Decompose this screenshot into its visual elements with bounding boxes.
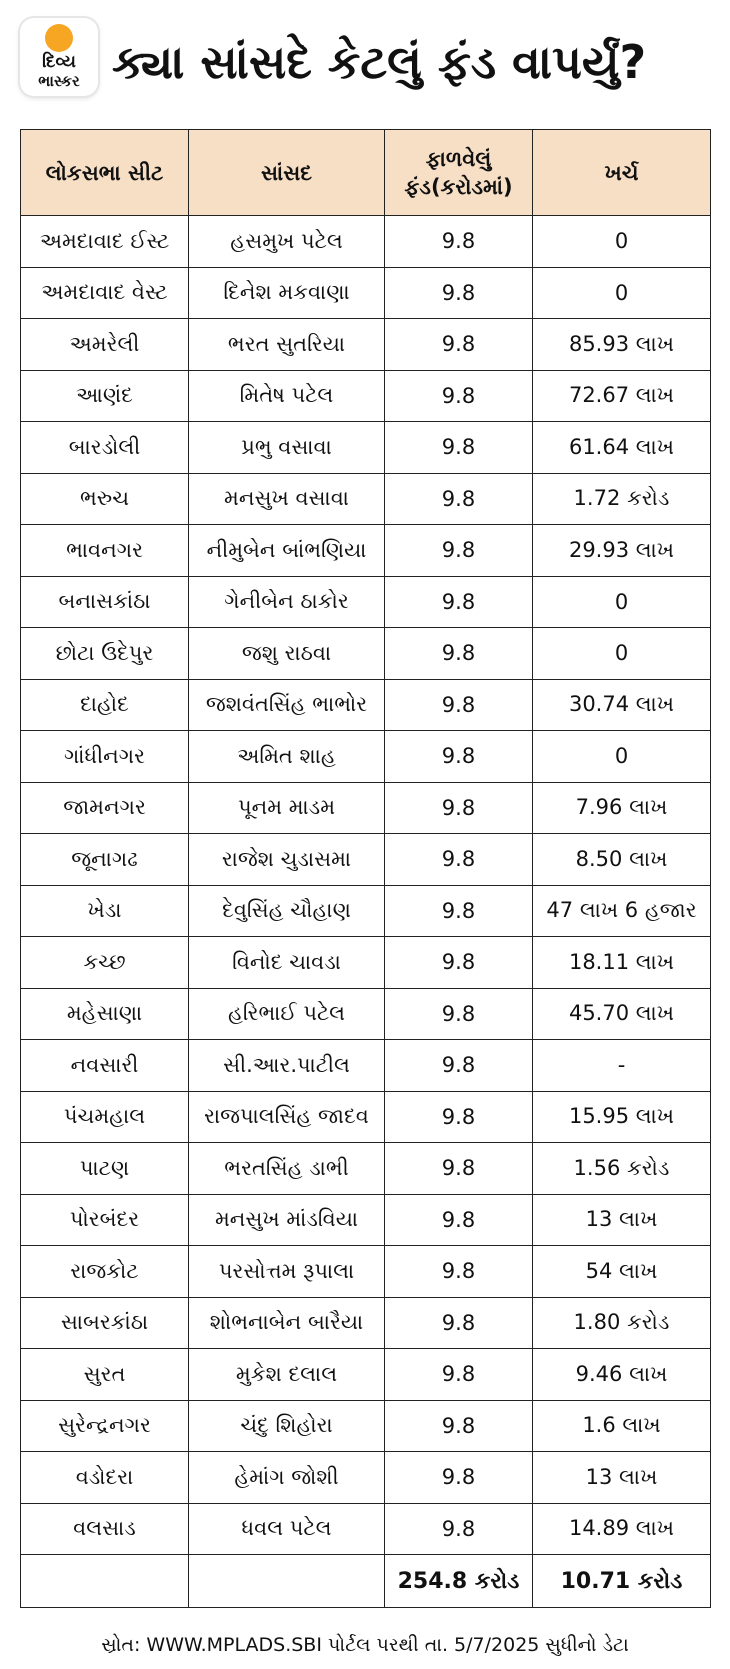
table-row <box>21 1194 711 1246</box>
table-row <box>21 1297 711 1349</box>
total-row <box>21 1555 711 1608</box>
table-row <box>21 370 711 422</box>
cell-fund: 9.8 <box>385 1400 533 1452</box>
cell-fund: 9.8 <box>385 1091 533 1143</box>
cell-spent: 45.70 લાખ <box>533 988 711 1040</box>
table-row <box>21 576 711 628</box>
cell-fund: 9.8 <box>385 834 533 886</box>
cell-fund: 9.8 <box>385 1040 533 1092</box>
cell-spent: 0 <box>533 216 711 268</box>
table-row <box>21 731 711 783</box>
cell-seat: અમરેલી <box>21 319 189 371</box>
cell-spent: - <box>533 1040 711 1092</box>
table-row <box>21 782 711 834</box>
table-row <box>21 473 711 525</box>
cell-mp: શોભનાબેન બારૈયા <box>189 1297 385 1349</box>
cell-spent: 54 લાખ <box>533 1246 711 1298</box>
cell-seat: રાજકોટ <box>21 1246 189 1298</box>
cell-seat: મહેસાણા <box>21 988 189 1040</box>
cell-fund: 9.8 <box>385 1246 533 1298</box>
cell-seat: છોટા ઉદેપુર <box>21 628 189 680</box>
cell-mp: સી.આર.પાટીલ <box>189 1040 385 1092</box>
header-spent: ખર્ચ <box>533 130 711 216</box>
cell-fund: 9.8 <box>385 525 533 577</box>
page-title: ક્યા સાંસદે કેટલું ફંડ વાપર્યું? <box>112 35 647 89</box>
cell-mp: હરિભાઈ પટેલ <box>189 988 385 1040</box>
cell-mp: રાજપાલસિંહ જાદવ <box>189 1091 385 1143</box>
cell-fund: 9.8 <box>385 988 533 1040</box>
cell-spent: 0 <box>533 576 711 628</box>
cell-fund: 9.8 <box>385 216 533 268</box>
cell-spent: 72.67 લાખ <box>533 370 711 422</box>
cell-seat: જામનગર <box>21 782 189 834</box>
table-row <box>21 834 711 886</box>
cell-fund: 9.8 <box>385 937 533 989</box>
table-row <box>21 628 711 680</box>
cell-spent: 1.56 કરોડ <box>533 1143 711 1195</box>
table-row <box>21 1040 711 1092</box>
cell-spent: 0 <box>533 731 711 783</box>
table-row <box>21 267 711 319</box>
cell-seat: પાટણ <box>21 1143 189 1195</box>
cell-fund: 9.8 <box>385 370 533 422</box>
cell-spent: 8.50 લાખ <box>533 834 711 886</box>
table-row <box>21 937 711 989</box>
header-fund: ફાળવેલું ફંડ(કરોડમાં) <box>385 130 533 216</box>
cell-seat: વડોદરા <box>21 1452 189 1504</box>
cell-mp: મનસુખ વસાવા <box>189 473 385 525</box>
table-row <box>21 988 711 1040</box>
table-row <box>21 319 711 371</box>
table-row <box>21 679 711 731</box>
cell-spent: 29.93 લાખ <box>533 525 711 577</box>
cell-fund: 9.8 <box>385 679 533 731</box>
cell-seat: નવસારી <box>21 1040 189 1092</box>
cell-seat: બનાસકાંઠા <box>21 576 189 628</box>
total-fund: 254.8 કરોડ <box>385 1555 533 1608</box>
cell-mp: ગેનીબેન ઠાકોર <box>189 576 385 628</box>
cell-mp: વિનોદ ચાવડા <box>189 937 385 989</box>
table-header-row <box>21 130 711 216</box>
cell-seat: પંચમહાલ <box>21 1091 189 1143</box>
cell-fund: 9.8 <box>385 1143 533 1195</box>
cell-mp: રાજેશ ચુડાસમા <box>189 834 385 886</box>
logo-line1: દિવ્ય <box>42 52 76 72</box>
cell-seat: સુરેન્દ્રનગર <box>21 1400 189 1452</box>
cell-fund: 9.8 <box>385 1503 533 1555</box>
total-seat <box>21 1555 189 1608</box>
logo-line2: ભાસ્કર <box>38 72 80 90</box>
cell-fund: 9.8 <box>385 1349 533 1401</box>
cell-fund: 9.8 <box>385 267 533 319</box>
cell-seat: જૂનાગઢ <box>21 834 189 886</box>
cell-mp: ભરતસિંહ ડાભી <box>189 1143 385 1195</box>
cell-seat: સાબરકાંઠા <box>21 1297 189 1349</box>
cell-mp: હેમાંગ જોશી <box>189 1452 385 1504</box>
cell-spent: 1.6 લાખ <box>533 1400 711 1452</box>
cell-mp: ચંદુ શિહોરા <box>189 1400 385 1452</box>
cell-spent: 14.89 લાખ <box>533 1503 711 1555</box>
table-row <box>21 1400 711 1452</box>
sun-icon <box>45 24 73 52</box>
cell-fund: 9.8 <box>385 473 533 525</box>
total-mp <box>189 1555 385 1608</box>
cell-seat: કચ્છ <box>21 937 189 989</box>
cell-seat: વલસાડ <box>21 1503 189 1555</box>
table-row <box>21 1143 711 1195</box>
cell-mp: ભરત સુતરિયા <box>189 319 385 371</box>
mp-fund-table <box>20 129 711 1608</box>
cell-fund: 9.8 <box>385 1194 533 1246</box>
header <box>0 0 730 128</box>
cell-spent: 85.93 લાખ <box>533 319 711 371</box>
table-row <box>21 885 711 937</box>
cell-seat: અમદાવાદ વેસ્ટ <box>21 267 189 319</box>
cell-spent: 13 લાખ <box>533 1194 711 1246</box>
cell-seat: આણંદ <box>21 370 189 422</box>
source-footer: સ્રોત: WWW.MPLADS.SBI પોર્ટલ પરથી તા. 5/7/2025 સુધીનો ડેટા <box>101 1634 629 1656</box>
cell-mp: જશુ રાઠવા <box>189 628 385 680</box>
cell-fund: 9.8 <box>385 319 533 371</box>
table-row <box>21 1091 711 1143</box>
cell-spent: 7.96 લાખ <box>533 782 711 834</box>
table-row <box>21 1452 711 1504</box>
cell-spent: 1.80 કરોડ <box>533 1297 711 1349</box>
cell-spent: 0 <box>533 628 711 680</box>
cell-mp: મનસુખ માંડવિયા <box>189 1194 385 1246</box>
cell-fund: 9.8 <box>385 1452 533 1504</box>
cell-mp: નીમુબેન બાંભણિયા <box>189 525 385 577</box>
cell-spent: 13 લાખ <box>533 1452 711 1504</box>
table-row <box>21 1246 711 1298</box>
cell-mp: મુકેશ દલાલ <box>189 1349 385 1401</box>
cell-seat: ખેડા <box>21 885 189 937</box>
table-row <box>21 422 711 474</box>
cell-spent: 30.74 લાખ <box>533 679 711 731</box>
cell-fund: 9.8 <box>385 576 533 628</box>
cell-mp: પૂનમ માડમ <box>189 782 385 834</box>
cell-mp: દિનેશ મકવાણા <box>189 267 385 319</box>
cell-fund: 9.8 <box>385 422 533 474</box>
cell-fund: 9.8 <box>385 1297 533 1349</box>
cell-spent: 61.64 લાખ <box>533 422 711 474</box>
table-row <box>21 1349 711 1401</box>
cell-mp: અમિત શાહ <box>189 731 385 783</box>
table-row <box>21 525 711 577</box>
cell-seat: બારડોલી <box>21 422 189 474</box>
cell-mp: પ્રભુ વસાવા <box>189 422 385 474</box>
cell-mp: મિતેષ પટેલ <box>189 370 385 422</box>
cell-mp: હસમુખ પટેલ <box>189 216 385 268</box>
cell-fund: 9.8 <box>385 782 533 834</box>
cell-seat: ભાવનગર <box>21 525 189 577</box>
table-row <box>21 216 711 268</box>
header-mp: સાંસદ <box>189 130 385 216</box>
cell-fund: 9.8 <box>385 731 533 783</box>
cell-spent: 18.11 લાખ <box>533 937 711 989</box>
cell-fund: 9.8 <box>385 885 533 937</box>
cell-spent: 47 લાખ 6 હજાર <box>533 885 711 937</box>
cell-spent: 9.46 લાખ <box>533 1349 711 1401</box>
cell-fund: 9.8 <box>385 628 533 680</box>
divya-bhaskar-logo <box>20 18 98 96</box>
cell-mp: પરસોત્તમ રૂપાલા <box>189 1246 385 1298</box>
cell-seat: ગાંધીનગર <box>21 731 189 783</box>
cell-seat: પોરબંદર <box>21 1194 189 1246</box>
cell-mp: જશવંતસિંહ ભાભોર <box>189 679 385 731</box>
total-spent: 10.71 કરોડ <box>533 1555 711 1608</box>
cell-spent: 0 <box>533 267 711 319</box>
cell-seat: ભરુચ <box>21 473 189 525</box>
cell-spent: 15.95 લાખ <box>533 1091 711 1143</box>
cell-seat: સુરત <box>21 1349 189 1401</box>
cell-mp: દેવુસિંહ ચૌહાણ <box>189 885 385 937</box>
cell-seat: દાહોદ <box>21 679 189 731</box>
cell-spent: 1.72 કરોડ <box>533 473 711 525</box>
header-seat: લોકસભા સીટ <box>21 130 189 216</box>
cell-seat: અમદાવાદ ઈસ્ટ <box>21 216 189 268</box>
cell-mp: ધવલ પટેલ <box>189 1503 385 1555</box>
table-row <box>21 1503 711 1555</box>
